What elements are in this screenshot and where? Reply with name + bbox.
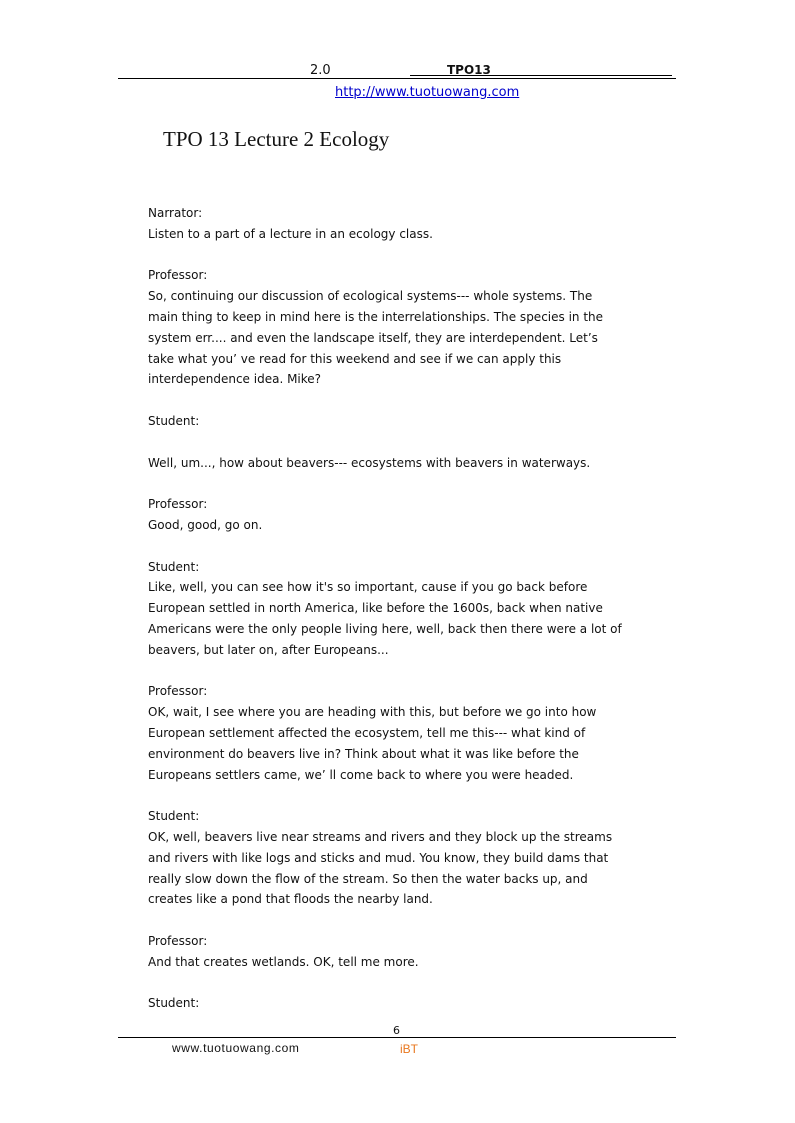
transcript-body: [148, 203, 622, 1014]
header-short-rule: [410, 75, 672, 76]
blank-line: [148, 390, 618, 411]
blank-line: [148, 972, 618, 993]
blank-line: [148, 245, 618, 266]
transcript-line: environment do beavers live in? Think about what it was like before the: [148, 746, 579, 761]
transcript-line: creates like a pond that floods the nearby land.: [148, 892, 433, 907]
blank-line: [148, 661, 618, 682]
transcript-line: Americans were the only people living here, well, back then there were a lot of: [148, 621, 622, 636]
footer-site: www.tuotuowang.com: [172, 1041, 300, 1055]
transcript-line: system err.... and even the landscape itself, they are interdependent. Let’s: [148, 330, 598, 345]
transcript-line: Student:: [148, 996, 200, 1011]
transcript-line: European settled in north America, like before the 1600s, back when native: [148, 601, 603, 616]
header-version: 2.0: [310, 63, 331, 78]
transcript-line: Good, good, go on.: [148, 517, 263, 532]
transcript-line: So, continuing our discussion of ecological systems--- whole systems. The: [148, 289, 593, 304]
transcript-line: Narrator:: [148, 206, 203, 220]
transcript-line: Professor:: [148, 497, 208, 512]
transcript-line: Professor:: [148, 933, 208, 948]
transcript-line: And that creates wetlands. OK, tell me more.: [148, 954, 419, 969]
transcript-line: OK, well, beavers live near streams and rivers and they block up the streams: [148, 829, 613, 844]
transcript-line: Professor:: [148, 268, 208, 283]
blank-line: [148, 536, 618, 557]
transcript-line: Professor:: [148, 684, 208, 699]
transcript-line: beavers, but later on, after Europeans...: [148, 642, 389, 657]
transcript-line: Well, um..., how about beavers--- ecosystems with beavers in waterways.: [148, 455, 591, 470]
transcript-line: really slow down the flow of the stream. So then the water backs up, and: [148, 871, 588, 886]
transcript-line: OK, wait, I see where you are heading with this, but before we go into how: [148, 705, 597, 720]
page-number: 6: [393, 1024, 400, 1037]
header-rule: [118, 78, 676, 79]
transcript-line: Like, well, you can see how it's so important, cause if you go back before: [148, 580, 588, 595]
transcript-line: main thing to keep in mind here is the interrelationships. The species in the: [148, 309, 604, 324]
blank-line: [148, 785, 618, 806]
blank-line: [148, 432, 618, 453]
transcript-line: Student:: [148, 809, 200, 824]
transcript-line: Listen to a part of a lecture in an ecology class.: [148, 226, 433, 241]
transcript-line: European settlement affected the ecosystem, tell me this--- what kind of: [148, 725, 586, 740]
transcript-line: Student:: [148, 413, 200, 428]
header-title: TPO13: [447, 63, 491, 77]
header-link[interactable]: http://www.tuotuowang.com: [335, 85, 520, 100]
blank-line: [148, 473, 618, 494]
footer-rule: [118, 1037, 676, 1038]
transcript-line: Europeans settlers came, we’ ll come back to where you were headed.: [148, 767, 574, 782]
transcript-line: take what you’ ve read for this weekend and see if we can apply this: [148, 351, 562, 366]
transcript-line: interdependence idea. Mike?: [148, 372, 322, 387]
blank-line: [148, 910, 618, 931]
footer-brand: iBT: [400, 1042, 418, 1056]
transcript-line: Student:: [148, 559, 200, 574]
document-title: TPO 13 Lecture 2 Ecology: [163, 127, 390, 151]
transcript-line: and rivers with like logs and sticks and mud. You know, they build dams that: [148, 850, 609, 865]
